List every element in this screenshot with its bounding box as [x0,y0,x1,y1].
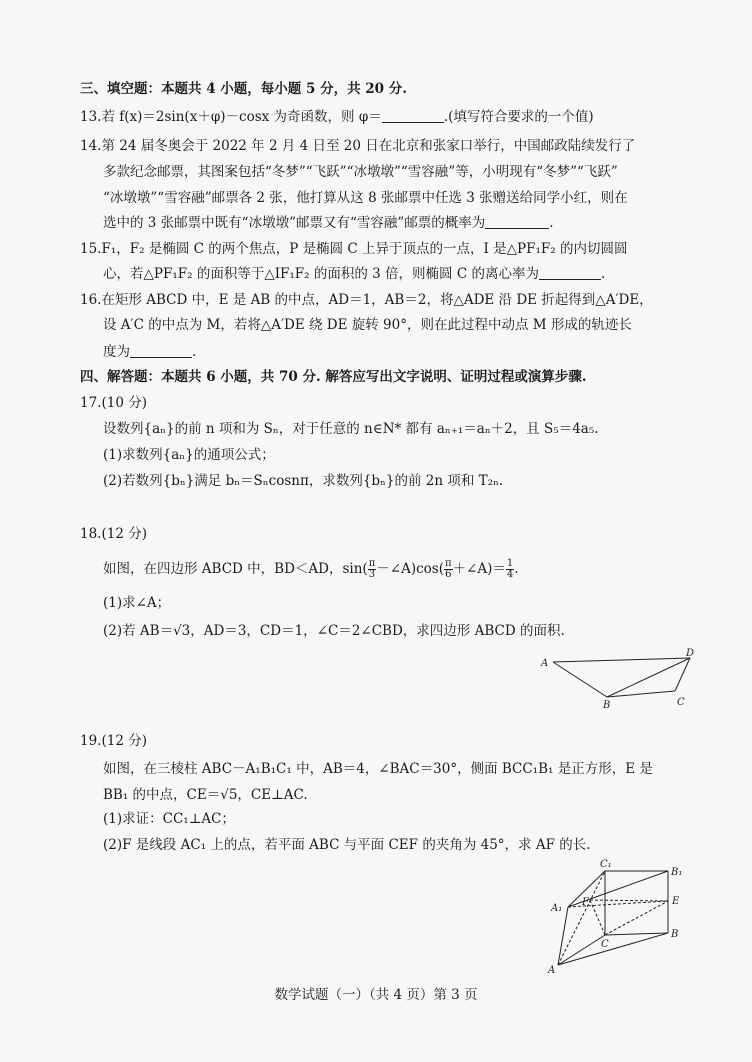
q15-line-2 [103,265,733,283]
page-footer: 数学试题（一）（共 4 页）第 3 页 [274,987,478,1003]
question-13 [80,108,710,126]
quadrilateral-figure [535,645,695,710]
q17-title: 17.(10 分) [80,395,147,411]
q18-label-a: A [541,658,549,669]
triangular-prism-figure [540,855,690,980]
q14-line-1: 14.第 24 届冬奥会于 2022 年 2 月 4 日至 20 日在北京和张家口举行，中国邮政陆续发行了 [80,138,636,154]
q18-label-b: B [603,700,611,710]
q19-label-f: F [582,897,589,908]
q15-answer-blank [539,266,601,280]
q15-line-1: 15.F₁，F₂ 是椭圆 C 的两个焦点，P 是椭圆 C 上异于顶点的一点，I 是△PF₁F₂ 的内切圆圆 [80,241,628,257]
q19-part-2: (2)F 是线段 AC₁ 上的点，若平面 ABC 与平面 CEF 的夹角为 45°，求 AF 的长. [103,837,591,853]
q16-line-1: 16.在矩形 ABCD 中，E 是 AB 的中点，AD＝1，AB＝2，将△ADE 沿 DE 折起得到△A′DE， [80,292,653,308]
q19-label-e: E [672,896,680,907]
q18-stem-b: －∠A)cos( [376,561,444,577]
section-3-heading: 三、填空题：本题共 4 小题，每小题 5 分，共 20 分. [80,81,407,97]
q16-line-3-text: 度为 [103,344,130,360]
q18-stem-a: 如图，在四边形 ABCD 中，BD＜AD，sin( [103,561,368,577]
q18-stem [103,558,733,580]
q19-title: 19.(12 分) [80,733,147,749]
q19-stem-2: BB₁ 的中点，CE＝√5，CE⊥AC. [103,787,308,803]
q18-label-d: D [686,648,695,659]
q18-frac-1-4: $\frac{1}{4}$ [506,558,514,580]
q19-part-1: (1)求证：CC₁⊥AC； [103,811,235,827]
q14-line-4 [103,214,733,232]
q19-label-b: B [671,929,679,940]
q14-line-4-text: 选中的 3 张邮票中既有“冰墩墩”邮票又有“雪容融”邮票的概率为 [103,215,486,231]
q14-line-3: “冰墩墩”“雪容融”邮票各 2 张，他打算从这 8 张邮票中任选 3 张赠送给同学小红，则在 [103,190,628,206]
q14-answer-blank [485,215,549,229]
q19-label-c1: C₁ [600,859,612,870]
q13-after: .(填写符合要求的一个值) [443,109,594,125]
q18-part-2: (2)若 AB＝√3，AD＝3，CD＝1，∠C＝2∠CBD，求四边形 ABCD 的面积. [103,623,565,639]
q16-answer-blank [130,344,192,358]
q18-title: 18.(12 分) [80,526,147,542]
q18-stem-c: ＋∠A)＝ [452,561,506,577]
q15-line-2-text: 心，若△PF₁F₂ 的面积等于△IF₁F₂ 的面积的 3 倍，则椭圆 C 的离心率为 [103,266,539,282]
q19-label-a: A [548,965,556,976]
q19-label-c: C [601,939,609,950]
q18-part-1: (1)求∠A； [103,595,171,611]
q18-label-c: C [677,697,685,708]
q19-label-b1: B₁ [671,867,683,878]
q14-line-2: 多款纪念邮票，其图案包括“冬梦”“飞跃”“冰墩墩”“雪容融”等，小明现有“冬梦”“飞跃” [103,164,618,180]
q14-line-4-end: . [549,215,554,231]
q18-stem-d: . [514,561,519,577]
section-4-heading: 四、解答题：本题共 6 小题，共 70 分. 解答应写出文字说明、证明过程或演算步骤. [80,369,587,385]
q13-answer-blank [382,109,444,123]
q17-stem: 设数列{aₙ}的前 n 项和为 Sₙ，对于任意的 n∈N* 都有 aₙ₊₁＝aₙ＋2，且 S₅＝4a₅. [103,421,599,437]
q16-line-3-end: . [192,344,197,360]
q16-line-2: 设 A′C 的中点为 M，若将△A′DE 绕 DE 旋转 90°，则在此过程中动点 M 形成的轨迹长 [103,317,632,333]
q18-frac-pi-3: $\frac{\pi}{3}$ [368,558,376,580]
q17-part-2: (2)若数列{bₙ}满足 bₙ＝Sₙcosnπ，求数列{bₙ}的前 2n 项和 T₂ₙ. [103,473,504,489]
q16-line-3 [103,343,733,361]
q19-label-a1: A₁ [551,903,563,914]
q18-frac-pi-6: $\frac{\pi}{6}$ [444,558,452,580]
q19-stem-1: 如图，在三棱柱 ABC－A₁B₁C₁ 中，AB＝4，∠BAC＝30°，侧面 BCC₁B₁ 是正方形，E 是 [103,761,653,777]
q17-part-1: (1)求数列{aₙ}的通项公式； [103,447,275,463]
q15-line-2-end: . [600,266,606,282]
q13-text: 13.若 f(x)＝2sin(x＋φ)－cosx 为奇函数，则 φ＝ [80,109,382,125]
